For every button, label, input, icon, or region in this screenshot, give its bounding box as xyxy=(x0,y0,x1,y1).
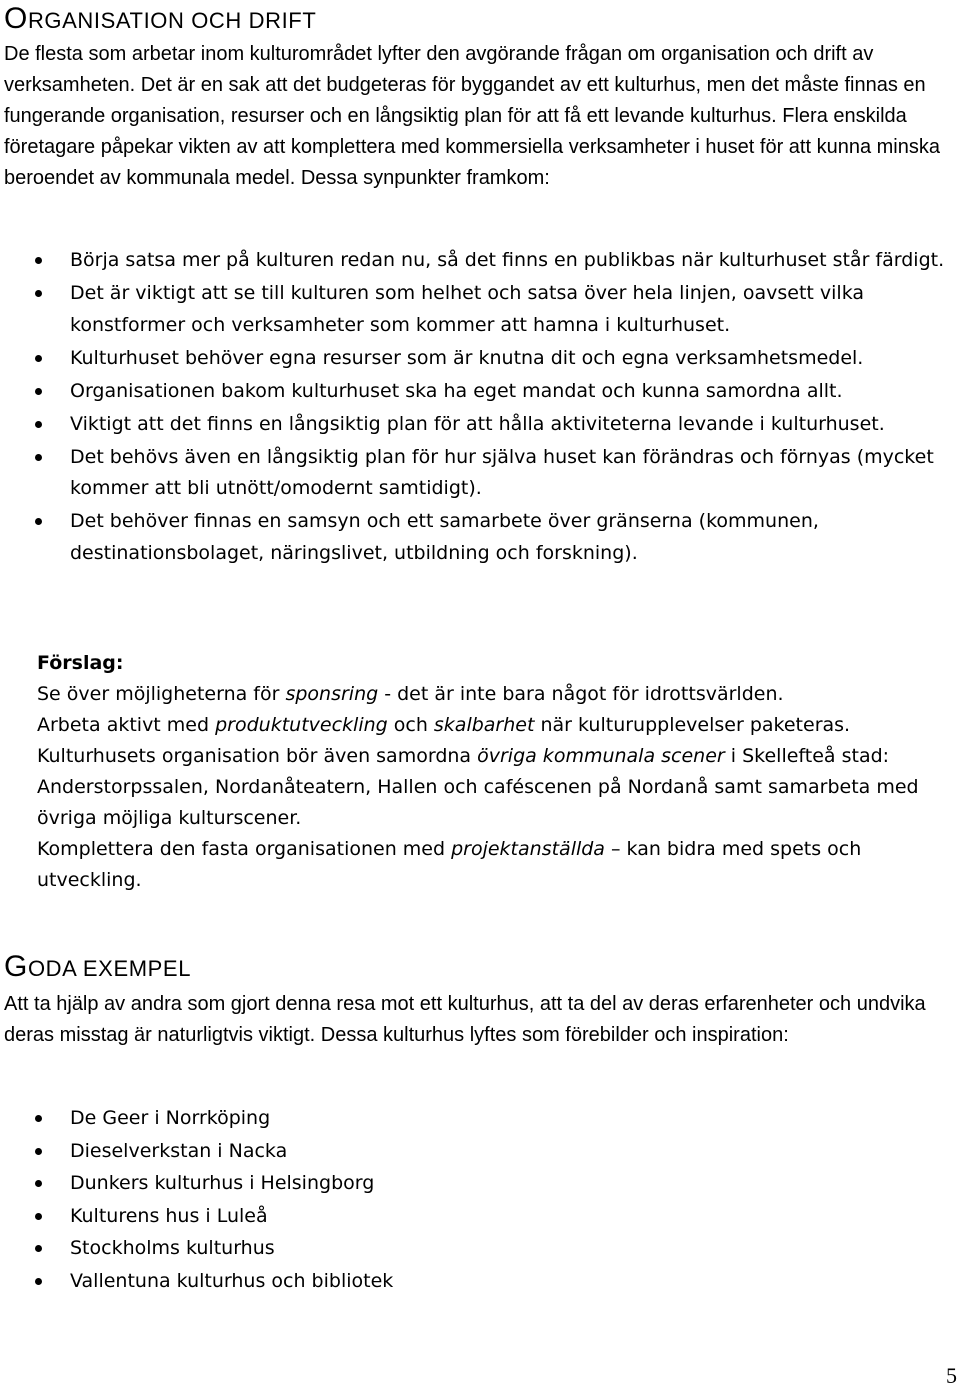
list-item xyxy=(0,1136,956,1167)
proposal-coordination xyxy=(37,741,952,834)
list-item xyxy=(0,409,956,441)
list-item xyxy=(0,1168,956,1199)
bullet-icon xyxy=(35,1180,42,1187)
bullet-icon xyxy=(35,355,42,362)
proposal-text: Kulturhusets organisation bör även samordna xyxy=(37,745,478,767)
proposal-project-staff xyxy=(37,834,952,896)
proposal-emphasis: skalbarhet xyxy=(433,714,535,736)
list-item xyxy=(0,376,956,408)
list-item xyxy=(0,506,956,569)
bullet-icon xyxy=(35,1245,42,1252)
proposal-text: – kan bidra med spets och utveckling. xyxy=(37,838,862,891)
proposal-emphasis: produktutveckling xyxy=(215,714,388,736)
list-item xyxy=(0,1103,956,1134)
list-item xyxy=(0,1266,956,1297)
examples-intro-paragraph: Att ta hjälp av andra som gjort denna resa mot ett kulturhus, att ta del av deras erfarenheter och undvika deras misstag är naturligtvis viktigt. Dessa kulturhus lyftes som förebilder och inspiration: xyxy=(4,993,926,1046)
bullet-icon xyxy=(35,1115,42,1122)
intro-text-b: Flera enskilda företagare påpekar vikten av att komplettera med kommersiella verksamheter i huset för att kunna minska beroendet av kommunala medel. Dessa synpunkter framkom: xyxy=(4,105,940,189)
list-item-text: Det behöver finnas en samsyn och ett samarbete över gränserna (kommunen, destinationsbolaget, näringslivet, utbildning och forskning). xyxy=(70,510,819,564)
proposal-text: Komplettera den fasta organisationen med xyxy=(37,838,452,860)
proposal-text: när kulturupplevelser paketeras. xyxy=(534,714,851,736)
list-item xyxy=(0,245,956,277)
bullet-icon xyxy=(35,518,42,525)
proposal-sponsoring xyxy=(37,679,952,710)
viewpoints-list xyxy=(0,245,956,571)
bullet-icon xyxy=(35,1278,42,1285)
proposal-label: Förslag: xyxy=(37,652,124,674)
bullet-icon xyxy=(35,421,42,428)
list-item-text: Det är viktigt att se till kulturen som helhet och satsa över hela linjen, oavsett vilka konstformer och verksamheter som kommer att hamna i kulturhuset. xyxy=(70,282,865,336)
list-item-text: Stockholms kulturhus xyxy=(70,1237,275,1259)
list-item xyxy=(0,1233,956,1264)
list-item-text: Det behövs även en långsiktig plan för hur själva huset kan förändras och förnyas (mycket kommer att bli utnött/omodernt samtidigt). xyxy=(70,445,934,499)
list-item-text: Vallentuna kulturhus och bibliotek xyxy=(70,1269,394,1292)
list-item-text: Viktigt att det finns en långsiktig plan för att hålla aktiviteterna levande i kulturhuset. xyxy=(70,412,885,435)
proposal-text: - det är inte bara något för idrottsvärlden. xyxy=(378,683,784,705)
list-item xyxy=(0,278,956,341)
proposal-emphasis: projektanställda xyxy=(451,838,605,860)
list-item xyxy=(0,1201,956,1232)
page-number: 5 xyxy=(946,1363,957,1388)
proposal-text: och xyxy=(387,714,434,736)
list-item xyxy=(0,343,956,375)
list-item-text: De Geer i Norrköping xyxy=(70,1107,271,1129)
heading-initial: G xyxy=(4,950,28,983)
list-item-text: Dunkers kulturhus i Helsingborg xyxy=(70,1172,375,1194)
bullet-icon xyxy=(35,1213,42,1220)
proposal-product-development xyxy=(37,710,952,741)
heading-rest: ODA EXEMPEL xyxy=(27,956,192,981)
bullet-icon xyxy=(35,257,42,264)
list-item xyxy=(0,442,956,505)
section-heading-good-examples xyxy=(4,950,191,984)
bullet-icon xyxy=(35,388,42,395)
intro-text-a: De flesta som arbetar inom kulturområdet lyfter den avgörande frågan om organisation och drift av verksamheten. Det är en sak att det budgeteras för byggandet av ett kulturhus, men det måste finnas en fungerande organisation, resurser och en långsiktig plan för att få ett levande kulturhus. xyxy=(4,43,926,127)
section-heading-organisation xyxy=(4,2,316,36)
list-item-text: Dieselverkstan i Nacka xyxy=(70,1139,288,1162)
heading-initial: O xyxy=(4,2,28,35)
examples-list xyxy=(0,1103,956,1298)
proposal-text: Arbeta aktivt med xyxy=(37,714,216,736)
bullet-icon xyxy=(35,290,42,297)
list-item-text: Kulturhuset behöver egna resurser som är knutna dit och egna verksamhetsmedel. xyxy=(70,346,864,369)
proposal-text: i Skellefteå stad: Anderstorpssalen, Nordanåteatern, Hallen och caféscenen på Nordanå samt samarbeta med övriga möjliga kulturscener. xyxy=(37,745,919,829)
list-item-text: Organisationen bakom kulturhuset ska ha eget mandat och kunna samordna allt. xyxy=(70,379,843,402)
intro-paragraph xyxy=(4,39,956,194)
list-item-text: Kulturens hus i Luleå xyxy=(70,1204,268,1227)
bullet-icon xyxy=(35,1148,42,1155)
list-item-text: Börja satsa mer på kulturen redan nu, så det finns en publikbas när kulturhuset står färdigt. xyxy=(70,249,945,271)
heading-rest: RGANISATION OCH DRIFT xyxy=(27,8,317,33)
proposal-emphasis: sponsring xyxy=(285,683,379,705)
bullet-icon xyxy=(35,454,42,461)
proposal-emphasis: övriga kommunala scener xyxy=(477,745,725,767)
proposal-block xyxy=(37,648,952,896)
proposal-text: Se över möjligheterna för xyxy=(37,683,286,705)
